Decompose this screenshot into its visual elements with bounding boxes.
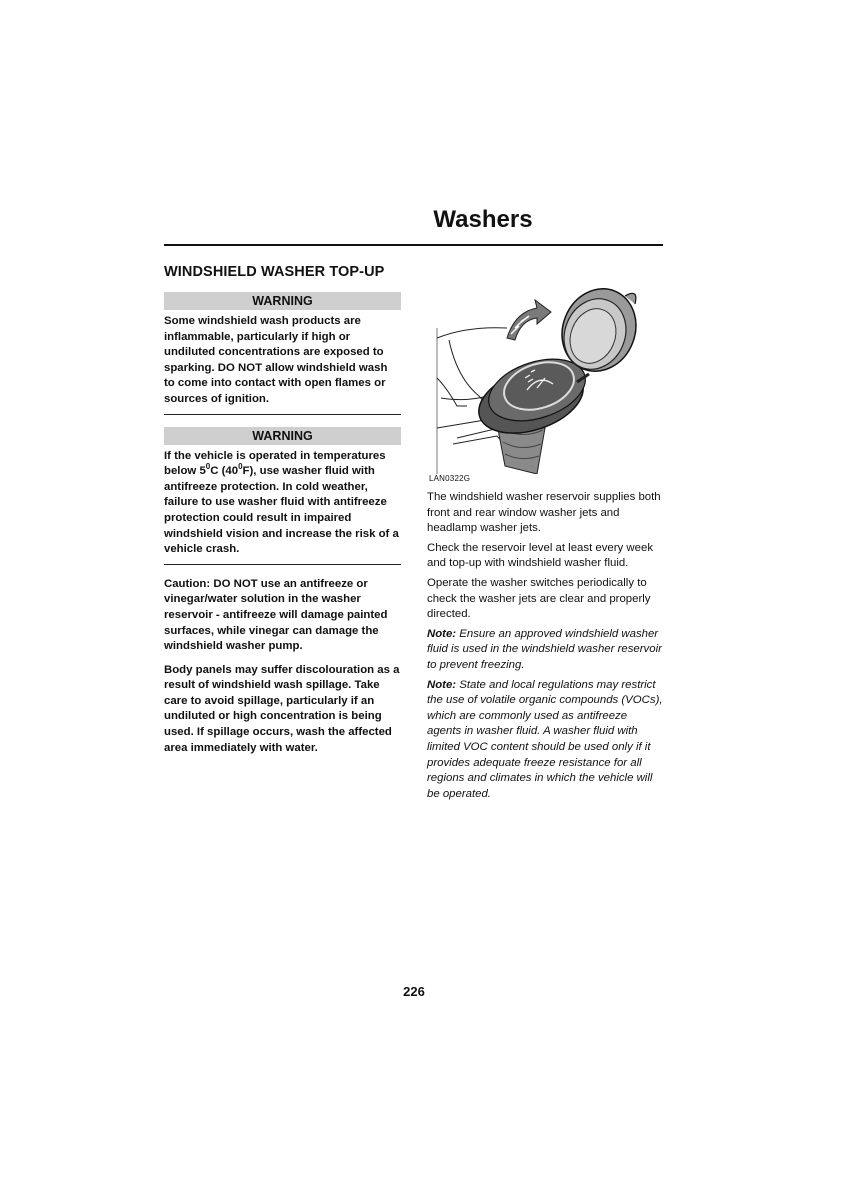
spillage-paragraph: Body panels may suffer discolouration as a result of windshield wash spillage. Take care to avoid spillage, particularly if an undiluted or high concentration is being used. If spillage occurs, wash the affected area immediately with water. <box>164 663 400 754</box>
warning-box-antifreeze <box>164 427 401 565</box>
page-title: Washers <box>433 206 533 233</box>
note-paragraph: Note: State and local regulations may restrict the use of volatile organic compounds (VOCs), which are commonly used as antifreeze agents in washer fluid. A washer fluid with limited VOC content should be used only if it provides adequate freeze resistance for all regions and climates in which the vehicle will be operated. <box>427 678 663 800</box>
body-paragraph: The windshield washer reservoir supplies both front and rear window washer jets and headlamp washer jets. <box>427 491 661 535</box>
note-paragraph: Note: Ensure an approved windshield washer fluid is used in the windshield washer reservoir to prevent freezing. <box>427 627 662 671</box>
body-paragraph: Operate the washer switches periodically to check the washer jets are clear and properly directed. <box>427 576 651 621</box>
left-column <box>164 264 401 764</box>
washer-reservoir-illustration <box>427 278 663 488</box>
body-paragraph: Check the reservoir level at least every week and top-up with windshield washer fluid. <box>427 541 654 570</box>
warning-box-flammable <box>164 292 401 415</box>
warning-text: If the vehicle is operated in temperatures below $5^0C$ $(40^0F)$, use washer fluid with antifreeze protection. In cold weather, failure to use washer fluid with antifreeze protection could result in impaired windshield vision and increase the risk of a vehicle crash. <box>164 449 401 565</box>
figure-label: LAN0322G <box>429 474 471 483</box>
title-rule <box>164 244 663 246</box>
caution-paragraph: Caution: DO NOT use an antifreeze or vinegar/water solution in the washer reservoir - antifreeze will damage painted surfaces, while vinegar can damage the windshield washer pump. <box>164 577 388 653</box>
section-heading: WINDSHIELD WASHER TOP-UP <box>164 264 385 280</box>
right-column <box>427 490 663 806</box>
warning-text: Some windshield wash products are inflammable, particularly if high or undiluted concentrations are exposed to sparking. DO NOT allow windshield wash to come into contact with open flames or sources of ignition. <box>164 314 401 415</box>
reservoir-cap-drawing <box>427 278 663 474</box>
page-number: 226 <box>403 984 425 999</box>
warning-label: WARNING <box>164 292 401 310</box>
warning-label: WARNING <box>164 427 401 445</box>
